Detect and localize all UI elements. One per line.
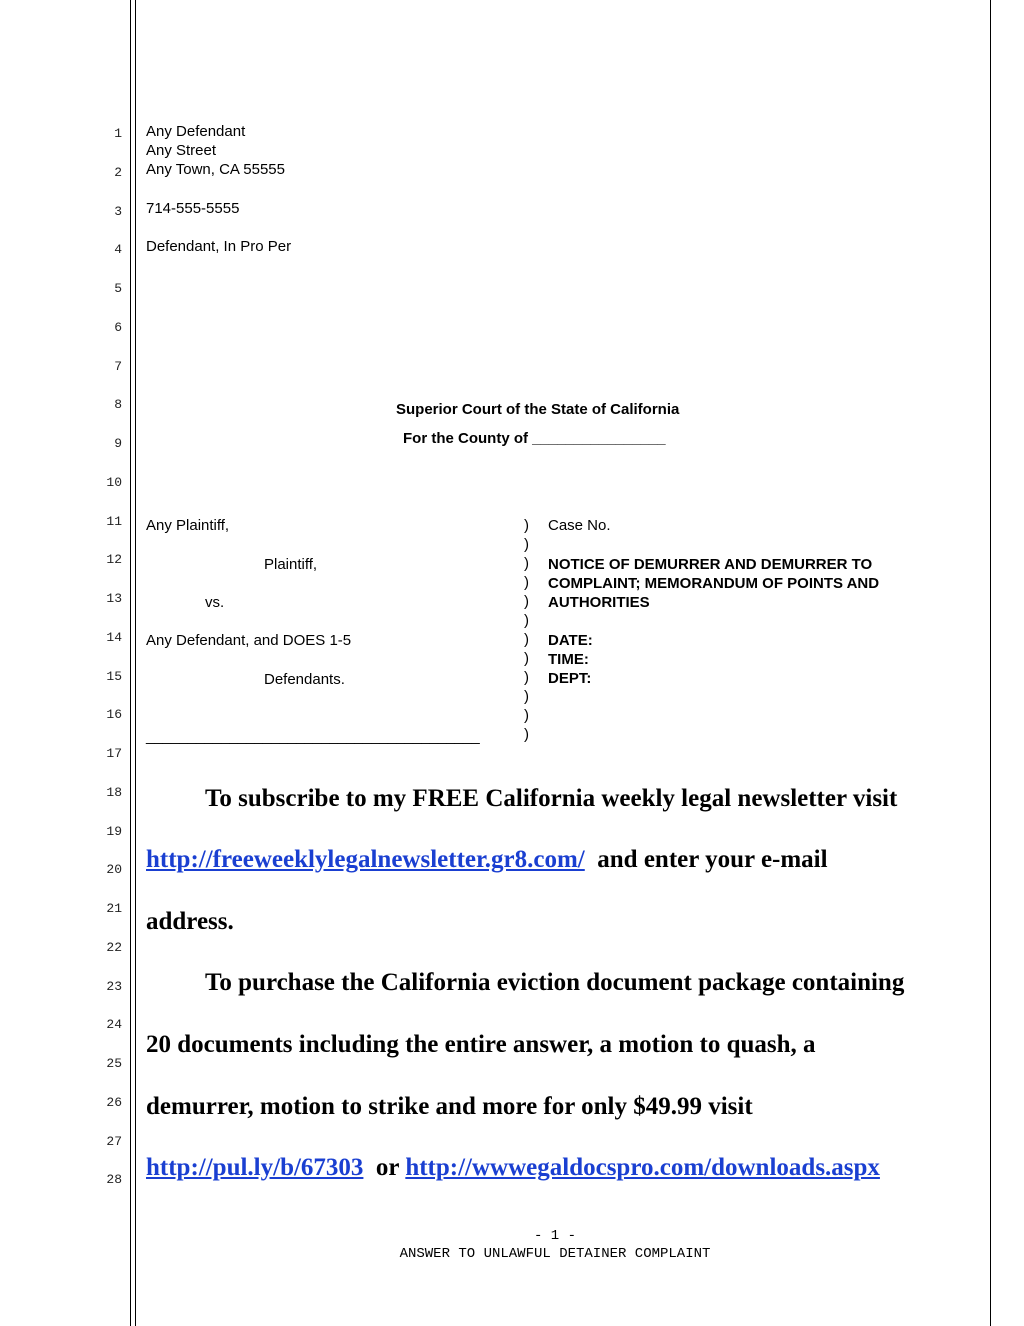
line-number: 1: [114, 126, 122, 141]
document-title-line: COMPLAINT; MEMORANDUM OF POINTS AND: [548, 575, 880, 592]
line-number: 3: [114, 203, 122, 219]
caption-paren: ): [524, 726, 529, 743]
line-number: 22: [106, 939, 122, 955]
caption-rule: ________________________________________: [146, 728, 480, 745]
footer-title: ANSWER TO UNLAWFUL DETAINER COMPLAINT: [399, 1246, 711, 1262]
purchase-paragraph-line1: To purchase the California eviction document package containing: [205, 969, 905, 996]
caption-paren: ): [524, 574, 529, 591]
line-number: 13: [106, 591, 122, 606]
document-title: [548, 555, 879, 612]
line-number: 6: [114, 319, 122, 335]
caption-paren: ): [524, 650, 529, 667]
line-number: 28: [106, 1172, 122, 1188]
newsletter-after-text: and enter your e-mail: [597, 846, 828, 873]
newsletter-paragraph-line3: address.: [146, 908, 234, 935]
hearing-info: [548, 631, 593, 688]
line-number: 11: [106, 513, 122, 529]
court-name: Superior Court of the State of California: [396, 401, 680, 418]
line-number: 27: [106, 1133, 122, 1149]
purchase-paragraph-line2: 20 documents including the entire answer, a motion to quash, a: [146, 1031, 816, 1058]
line-number: 15: [106, 668, 122, 684]
line-number: 2: [114, 164, 122, 180]
line-number: 21: [106, 901, 122, 916]
party-block: [146, 122, 285, 179]
party-name: Any Defendant: [146, 123, 246, 140]
line-number: 5: [114, 281, 122, 296]
line-number: 4: [114, 242, 122, 258]
line-number: 17: [106, 746, 122, 761]
caption-paren: ): [524, 517, 529, 534]
margin-rule-left-outer: [130, 0, 131, 1326]
document-title-line: AUTHORITIES: [548, 594, 650, 611]
caption-plaintiff-label: Plaintiff,: [264, 556, 318, 573]
caption-paren: ): [524, 688, 529, 705]
hearing-time: TIME:: [548, 651, 589, 668]
line-number: 8: [114, 397, 122, 413]
footer-page-number: - 1 -: [533, 1228, 576, 1244]
party-phone: 714-555-5555: [146, 200, 240, 217]
caption-paren: ): [524, 555, 529, 572]
caption-vs: vs.: [205, 594, 225, 611]
caption-paren: ): [524, 669, 529, 686]
party-street: Any Street: [146, 142, 217, 159]
line-number: 18: [106, 784, 122, 800]
purchase-paragraph-line3: demurrer, motion to strike and more for only $49.99 visit: [146, 1093, 753, 1120]
line-number: 25: [106, 1056, 122, 1071]
purchase-link-docs[interactable]: http://wwwegaldocspro.com/downloads.aspx: [405, 1154, 880, 1181]
line-number: 20: [106, 862, 122, 878]
line-number: 12: [106, 552, 122, 568]
caption-paren: ): [524, 593, 529, 610]
document-title-line: NOTICE OF DEMURRER AND DEMURRER TO: [548, 556, 873, 573]
caption-paren: ): [524, 631, 529, 648]
line-number: 14: [106, 629, 122, 645]
party-role: Defendant, In Pro Per: [146, 238, 292, 255]
line-number: 16: [106, 707, 122, 723]
hearing-date: DATE:: [548, 632, 593, 649]
line-number: 23: [106, 978, 122, 994]
line-number: 9: [114, 436, 122, 451]
newsletter-paragraph-line2: [146, 846, 828, 874]
hearing-dept: DEPT:: [548, 670, 592, 687]
court-county: For the County of ________________: [403, 430, 666, 447]
caption-defendant: Any Defendant, and DOES 1-5: [146, 632, 352, 649]
caption-plaintiff: Any Plaintiff,: [146, 517, 230, 534]
party-city: Any Town, CA 55555: [146, 161, 285, 178]
line-number: 26: [106, 1094, 122, 1110]
margin-rule-left-inner: [135, 0, 136, 1326]
line-number: 7: [114, 358, 122, 374]
line-number: 10: [106, 474, 122, 490]
caption-paren: ): [524, 612, 529, 629]
margin-rule-right: [990, 0, 991, 1326]
newsletter-paragraph-line1: To subscribe to my FREE California weekly legal newsletter visit: [205, 785, 898, 812]
purchase-or: or: [375, 1154, 400, 1181]
line-number: 24: [106, 1017, 122, 1033]
caption-paren: ): [524, 536, 529, 553]
caption-paren: ): [524, 707, 529, 724]
caption-defendants-label: Defendants.: [264, 671, 345, 688]
line-number: 19: [106, 823, 122, 839]
purchase-link-short[interactable]: http://pul.ly/b/67303: [146, 1154, 364, 1181]
newsletter-link[interactable]: http://freeweeklylegalnewsletter.gr8.com/: [146, 846, 585, 873]
case-number-label: Case No.: [548, 517, 611, 534]
purchase-paragraph-line4: [146, 1154, 880, 1182]
